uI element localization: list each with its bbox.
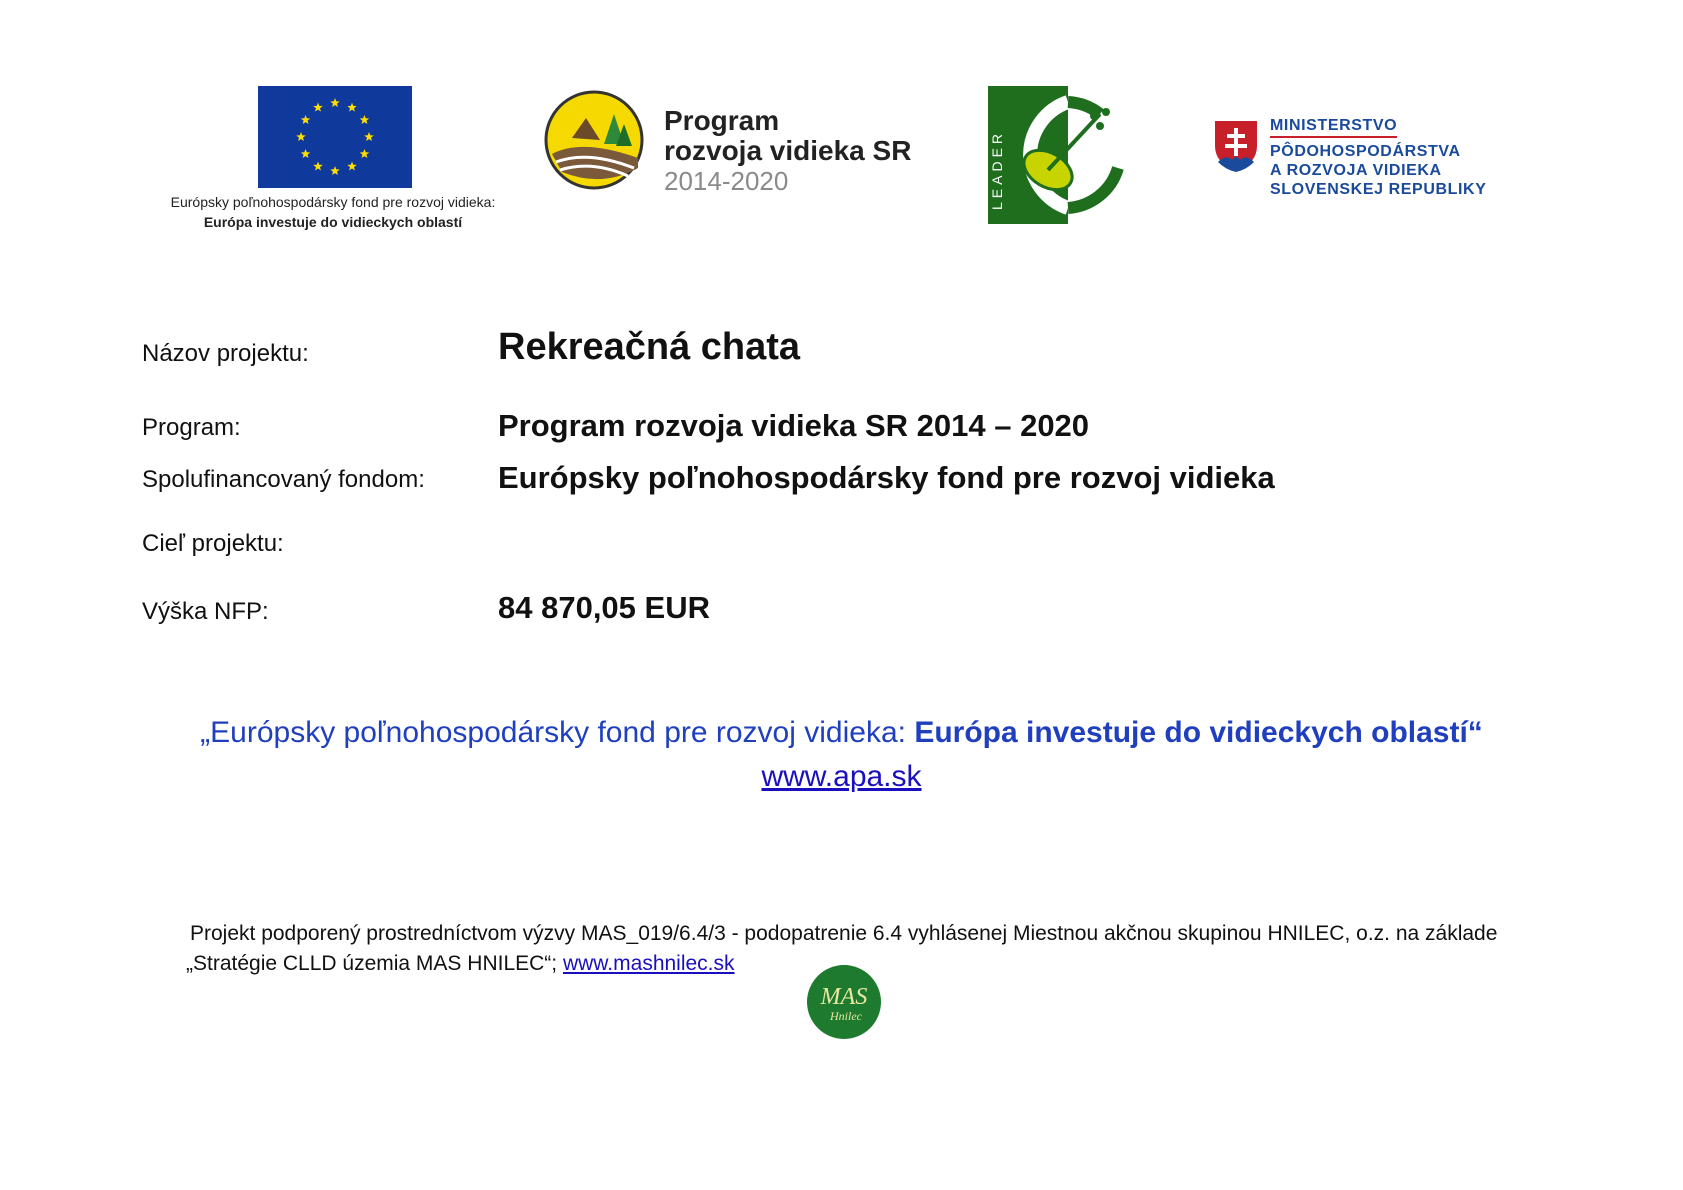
fund-value: Európsky poľnohospodársky fond pre rozvoj vidieka	[498, 460, 1275, 495]
footer-line1: Projekt podporený prostredníctvom výzvy MAS_019/6.4/3 - podopatrenie 6.4 vyhlásenej Miestnou akčnou skupinou HNILEC, o.z. na základe	[190, 922, 1498, 945]
prv-emblem-logo	[542, 88, 646, 192]
eu-star-icon	[330, 98, 340, 107]
eu-stars-icon	[258, 86, 412, 188]
eu-star-icon	[347, 161, 357, 170]
ministry-logo-text	[1270, 116, 1486, 199]
eu-flag-logo	[258, 86, 412, 188]
leader-vertical-text: LEADER	[989, 129, 1005, 210]
program-label: Program:	[142, 414, 241, 441]
eu-star-icon	[364, 132, 374, 141]
leader-logo	[988, 86, 1124, 224]
slogan-regular: „Európsky poľnohospodársky fond pre rozvoj vidieka:	[200, 716, 915, 749]
prv-line3: 2014-2020	[664, 166, 789, 196]
eu-star-icon	[330, 166, 340, 175]
mas-hnilec-logo	[806, 964, 882, 1040]
eu-caption	[128, 192, 538, 232]
amount-label: Výška NFP:	[142, 598, 269, 625]
eu-star-icon	[347, 103, 357, 112]
program-value: Program rozvoja vidieka SR 2014 – 2020	[498, 408, 1090, 443]
eu-star-icon	[296, 132, 306, 141]
ministry-coat-of-arms-logo	[1212, 118, 1260, 174]
eu-caption-line1: Európsky poľnohospodársky fond pre rozvoj vidieka:	[170, 194, 496, 210]
eu-star-icon	[360, 149, 370, 158]
fund-label: Spolufinancovaný fondom:	[142, 466, 425, 493]
apa-link[interactable]: www.apa.sk	[761, 760, 922, 793]
ministry-line3: A ROZVOJA VIDIEKA	[1270, 162, 1442, 179]
project-name-value: Rekreačná chata	[498, 326, 801, 368]
goal-label: Cieľ projektu:	[142, 530, 284, 557]
slogan	[0, 716, 1683, 750]
mashnilec-link[interactable]: www.mashnilec.sk	[562, 952, 735, 975]
prv-line2: rozvoja vidieka SR	[664, 135, 912, 166]
prv-line1: Program	[664, 105, 780, 136]
slogan-bold: Európa investuje do vidieckych oblastí“	[914, 716, 1483, 749]
project-name-label: Názov projektu:	[142, 340, 309, 367]
mas-logo-text2: Hnilec	[830, 1009, 862, 1023]
footer-line2	[186, 952, 735, 976]
eu-star-icon	[313, 103, 323, 112]
ministry-line2: PÔDOHOSPODÁRSTVA	[1270, 143, 1461, 160]
eu-caption-line2: Európa investuje do vidieckych oblastí	[203, 214, 463, 230]
amount-value: 84 870,05 EUR	[498, 590, 710, 625]
eu-star-icon	[301, 149, 311, 158]
eu-star-icon	[313, 161, 323, 170]
eu-star-icon	[360, 115, 370, 124]
ministry-line4: SLOVENSKEJ REPUBLIKY	[1270, 181, 1487, 198]
ministry-line1: MINISTERSTVO	[1270, 116, 1397, 138]
apa-link-container	[0, 760, 1683, 794]
eu-star-icon	[301, 115, 311, 124]
prv-logo-text	[664, 106, 911, 196]
footer-line2-text: „Stratégie CLLD územia MAS HNILEC“;	[186, 952, 563, 975]
mas-logo-text1: MAS	[820, 984, 868, 1010]
